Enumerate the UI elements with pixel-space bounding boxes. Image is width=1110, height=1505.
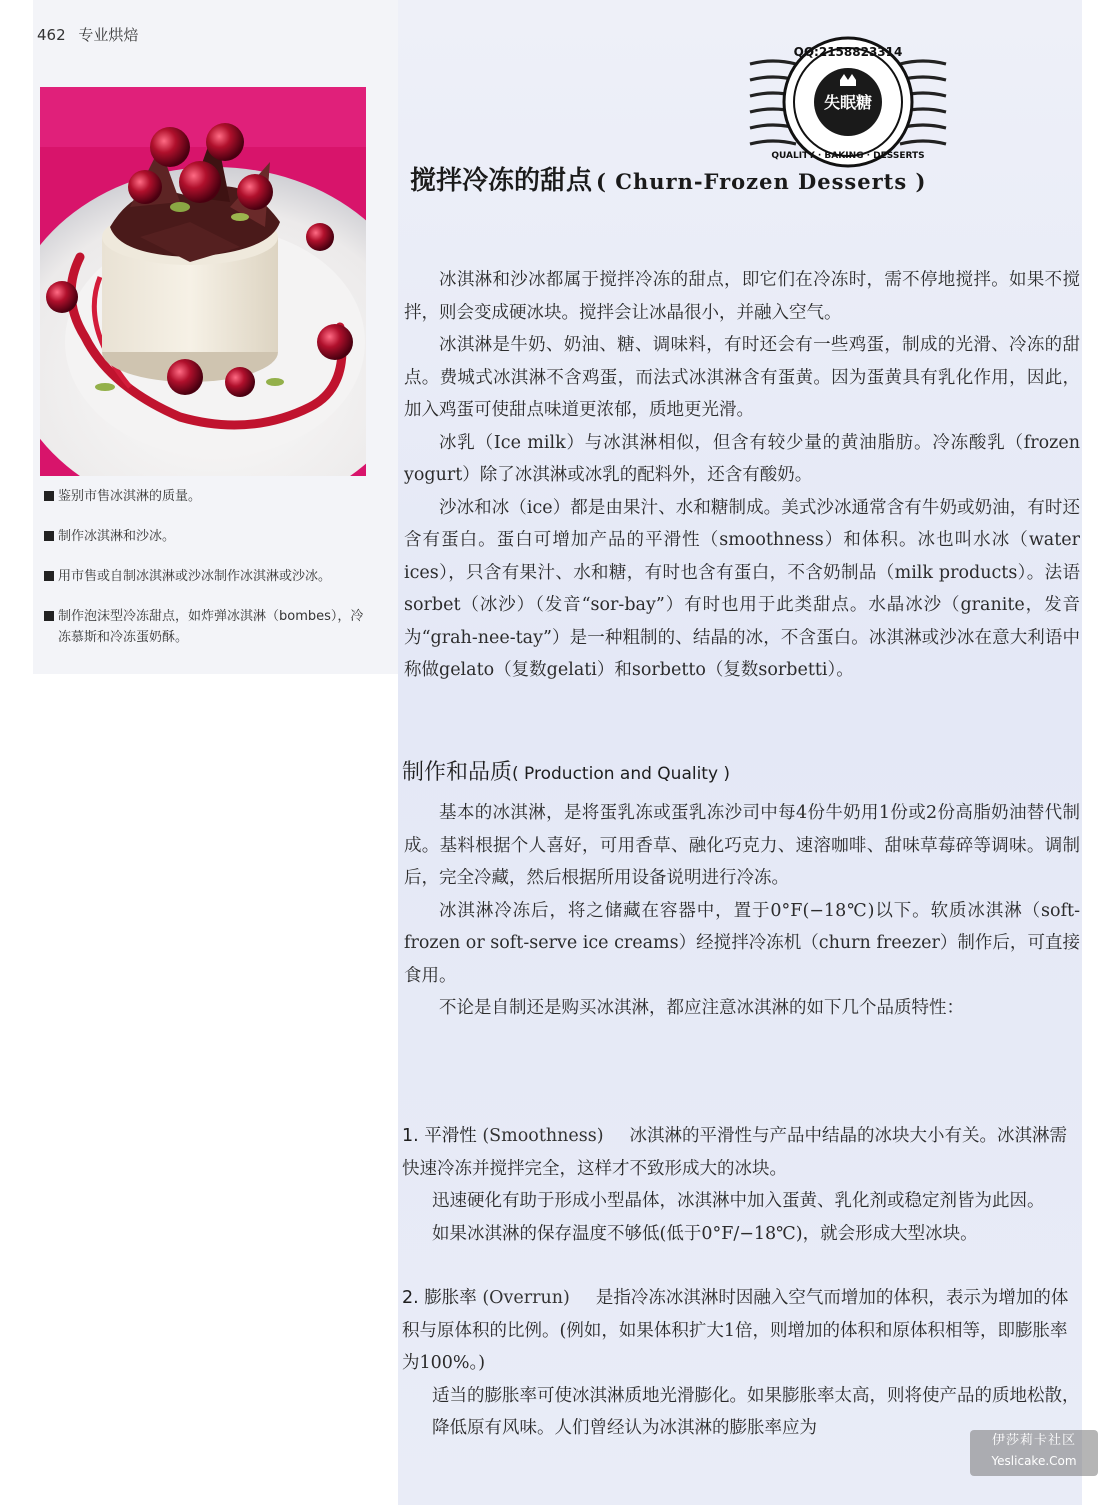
page-number: 462 <box>37 26 66 44</box>
item-text: 是指冷冻冰淇淋时因融入空气而增加的体积，表示为增加的体积与原体积的比例。(例如，如果体积扩大1倍，则增加的体积和原体积相等，即膨胀率为100%。) <box>402 1288 1069 1373</box>
title-en: ( Churn-Frozen Desserts ) <box>596 169 927 194</box>
intro-text <box>404 264 1080 687</box>
site-watermark <box>970 1430 1098 1476</box>
paragraph: 冰乳（Ice milk）与冰淇淋相似，但含有较少量的黄油脂肪。冷冻酸乳（frozen yogurt）除了冰淇淋或冰乳的配料外，还含有酸奶。 <box>404 432 1080 485</box>
paragraph: 基本的冰淇淋，是将蛋乳冻或蛋乳冻沙司中每4份牛奶用1份或2份高脂奶油替代制成。基料根据个人喜好，可用香草、融化巧克力、速溶咖啡、甜味草莓碎等调味。调制后，完全冷藏，然后根据所用设备说明进行冷冻。 <box>404 803 1080 888</box>
paragraph: 冰淇淋冷冻后，将之储藏在容器中，置于0°F(−18℃)以下。软质冰淇淋（soft-frozen or soft-serve ice creams）经搅拌冷冻机（churn freezer）制作后，可直接食用。 <box>404 900 1080 986</box>
item-note: 迅速硬化有助于形成小型晶体，冰淇淋中加入蛋黄、乳化剂或稳定剂皆为此因。 <box>432 1191 1045 1211</box>
quality-item-overrun <box>402 1282 1082 1445</box>
production-text <box>404 797 1080 1025</box>
objective-item: 鉴别市售冰淇淋的质量。 <box>40 486 370 507</box>
item-label-en: (Overrun) <box>482 1288 570 1308</box>
objective-item: 制作冰淇淋和沙冰。 <box>40 526 370 547</box>
objective-item: 用市售或自制冰淇淋或沙冰制作冰淇淋或沙冰。 <box>40 566 370 587</box>
paragraph: 冰淇淋和沙冰都属于搅拌冷冻的甜点，即它们在冷冻时，需不停地搅拌。如果不搅拌，则会变成硬冰块。搅拌会让冰晶很小，并融入空气。 <box>404 270 1080 323</box>
paragraph: 沙冰和冰（ice）都是由果汁、水和糖制成。美式沙冰通常含有牛奶或奶油，有时还含有蛋白。蛋白可增加产品的平滑性（smoothness）和体积。冰也叫水冰（water ices），只含有果汁、水和糖，有时也含有蛋白，不含奶制品（milk products）。法语sorbet（冰沙）（发音“sor-bay”）有时也用于此类甜点。水晶冰沙（granite，发音为“grah-nee-tay”）是一种粗制的、结晶的冰，不含蛋白。冰淇淋或沙冰在意大利语中称做gelato（复数gelati）和sorbetto（复数sorbetti）。 <box>404 497 1080 680</box>
stamp-name-text: 失眠糖 <box>823 93 873 112</box>
paragraph: 冰淇淋是牛奶、奶油、糖、调味料，有时还会有一些鸡蛋，制成的光滑、冷冻的甜点。费城式冰淇淋不含鸡蛋，而法式冰淇淋含有蛋黄。因为蛋黄具有乳化作用，因此，加入鸡蛋可使甜点味道更浓郁，质地更光滑。 <box>404 335 1080 420</box>
stamp-logo <box>748 34 948 174</box>
subsection-heading <box>402 755 730 786</box>
dessert-photo <box>40 87 366 476</box>
item-note: 如果冰淇淋的保存温度不够低(低于0°F/−18℃)，就会形成大型冰块。 <box>432 1223 978 1244</box>
subsection-zh: 制作和品质 <box>402 760 513 785</box>
item-text: 冰淇淋的平滑性与产品中结晶的冰块大小有关。冰淇淋需快速冷冻并搅拌完全，这样才不致形成大的冰块。 <box>402 1126 1068 1179</box>
title-zh: 搅拌冷冻的甜点 <box>410 166 593 196</box>
section-title <box>410 160 926 197</box>
watermark-line2: Yeslicake.Com <box>991 1454 1077 1468</box>
quality-item-smoothness <box>402 1120 1082 1250</box>
paragraph: 不论是自制还是购买冰淇淋，都应注意冰淇淋的如下几个品质特性： <box>439 998 964 1018</box>
page-edge <box>1082 0 1110 1505</box>
stamp-qq-text: QQ:2158823314 <box>793 45 903 59</box>
item-label: 2. 膨胀率 <box>402 1288 477 1308</box>
stamp-ring-text: QUALITY · BAKING · DESSERTS <box>771 151 925 161</box>
book-title: 专业烘焙 <box>78 26 139 44</box>
item-label: 1. 平滑性 <box>402 1126 477 1146</box>
item-lead-line <box>402 1120 1082 1185</box>
item-note: 适当的膨胀率可使冰淇淋质地光滑膨化。如果膨胀率太高，则将使产品的质地松散，降低原有风味。人们曾经认为冰淇淋的膨胀率应为 <box>432 1385 1080 1438</box>
learning-objectives <box>40 486 370 667</box>
objective-item: 制作泡沫型冷冻甜点，如炸弹冰淇淋（bombes），冷冻慕斯和冷冻蛋奶酥。 <box>40 606 370 648</box>
item-label-en: (Smoothness) <box>482 1126 604 1146</box>
item-lead-line <box>402 1282 1082 1380</box>
subsection-en: ( Production and Quality ) <box>512 764 731 784</box>
scan-background-right <box>398 0 1084 1505</box>
page-header <box>37 24 138 45</box>
watermark-line1: 伊莎莉卡社区 <box>991 1433 1076 1448</box>
